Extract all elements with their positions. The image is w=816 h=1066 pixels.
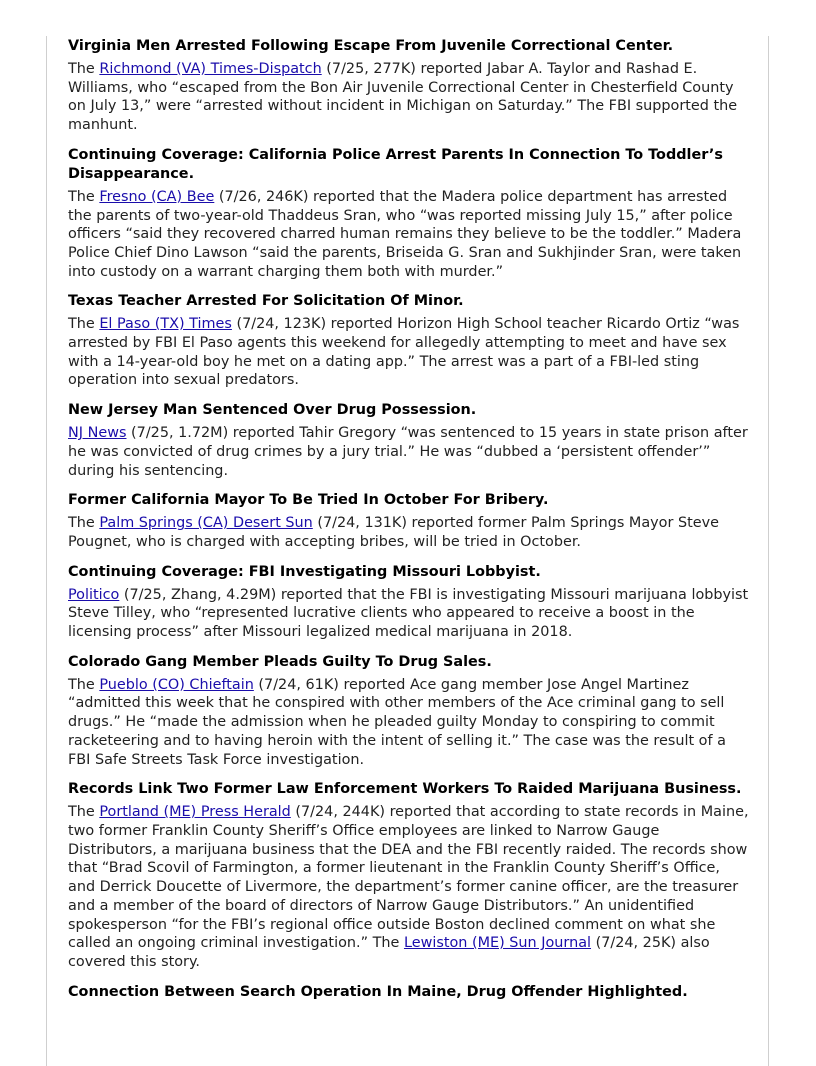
article-headline: Continuing Coverage: California Police Arrest Parents In Connection To Toddler’s Disappearance. (68, 146, 723, 182)
body-text: The (68, 676, 100, 693)
news-content (68, 37, 750, 1013)
body-text: The (68, 804, 100, 821)
article-body (68, 188, 750, 282)
source-link[interactable]: El Paso (TX) Times (99, 316, 232, 333)
body-text: (7/24, 131K) reported former Palm Springs Mayor Steve Pougnet, who is charged with accepting bribes, will be tried in October. (68, 515, 719, 550)
source-link[interactable]: Pueblo (CO) Chieftain (99, 676, 254, 693)
article-body (68, 586, 750, 642)
body-text: The (68, 61, 100, 77)
source-link[interactable]: Lewiston (ME) Sun Journal (403, 935, 592, 952)
article-body (68, 424, 750, 480)
body-text: (7/25, 1.72M) reported Tahir Gregory “was sentenced to 15 years in state prison after he was convicted of drug crimes by a jury trial.” He was “dubbed a ‘persistent offender’” during his sentencing. (68, 425, 748, 479)
body-text: (7/24, 25K) also covered this story. (68, 935, 710, 970)
article-body (68, 676, 750, 770)
article-headline: New Jersey Man Sentenced Over Drug Possession. (68, 402, 477, 419)
article (68, 292, 750, 390)
article-headline: Former California Mayor To Be Tried In October For Bribery. (68, 492, 549, 509)
article-body (68, 514, 750, 551)
article-headline: Records Link Two Former Law Enforcement Workers To Raided Marijuana Business. (68, 781, 742, 798)
source-link[interactable]: Politico (68, 586, 120, 603)
source-link[interactable]: Portland (ME) Press Herald (99, 804, 291, 821)
body-text: The (68, 316, 100, 333)
body-text: The (68, 188, 100, 205)
article-body (68, 60, 750, 135)
article-headline: Texas Teacher Arrested For Solicitation Of Minor. (68, 293, 464, 310)
article (68, 37, 750, 135)
article-body (68, 315, 750, 390)
article-headline: Colorado Gang Member Pleads Guilty To Drug Sales. (68, 653, 492, 670)
body-text: (7/26, 246K) reported that the Madera police department has arrested the parents of two-year-old Thaddeus Sran, who “was reported missing July 15,” after police officers “said they recovered charred human remains they believe to be the toddler.” Madera Police Chief Dino Lawson “said the parents, Briseida G. Sran and Sukhjinder Sran, were taken into custody on a warrant charging them both with murder.” (68, 188, 742, 280)
article (68, 401, 750, 480)
body-text: (7/24, 123K) reported Horizon High School teacher Ricardo Ortiz “was arrested by FBI El Paso agents this weekend for allegedly attempting to meet and have sex with a 14-year-old boy he met on a dating app.” The arrest was a part of a FBI-led sting operation into sexual predators. (68, 316, 740, 389)
article-headline: Continuing Coverage: FBI Investigating Missouri Lobbyist. (68, 563, 541, 580)
article (68, 780, 750, 971)
article (68, 563, 750, 642)
article-headline: Virginia Men Arrested Following Escape From Juvenile Correctional Center. (68, 38, 674, 54)
source-link[interactable]: Palm Springs (CA) Desert Sun (99, 515, 313, 532)
body-text: (7/24, 61K) reported Ace gang member Jose Angel Martinez “admitted this week that he conspired with other members of the Ace criminal gang to sell drugs.” He “made the admission when he pleaded guilty Monday to conspiring to commit racketeering and to having heroin with the intent of selling it.” The case was the result of a FBI Safe Streets Task Force investigation. (68, 676, 726, 768)
body-text: (7/25, Zhang, 4.29M) reported that the FBI is investigating Missouri marijuana lobbyist Steve Tilley, who “represented lucrative clients who appeared to receive a boost in the licensing process” after Missouri legalized medical marijuana in 2018. (68, 586, 749, 641)
source-link[interactable]: Richmond (VA) Times-Dispatch (99, 61, 322, 77)
body-text: (7/24, 244K) reported that according to state records in Maine, two former Franklin County Sheriff’s Office employees are linked to Narrow Gauge Distributors, a marijuana business that the DEA and the FBI recently raided. The records show that “Brad Scovil of Farmington, a former lieutenant in the Franklin County Sheriff’s Office, and Derrick Doucette of Livermore, the department’s former canine officer, are the treasurer and a member of the board of directors of Narrow Gauge Distributors.” An unidentified spokesperson “for the FBI’s regional office outside Boston declined comment on what she called an ongoing criminal investigation.” The (68, 804, 749, 952)
article (68, 146, 750, 282)
article-body (68, 803, 750, 971)
source-link[interactable]: NJ News (68, 425, 127, 442)
article (68, 491, 750, 551)
article-headline: Connection Between Search Operation In Maine, Drug Offender Highlighted. (68, 983, 688, 1000)
article (68, 653, 750, 770)
body-text: The (68, 515, 100, 532)
source-link[interactable]: Fresno (CA) Bee (99, 188, 215, 205)
body-text: (7/25, 277K) reported Jabar A. Taylor and Rashad E. Williams, who “escaped from the Bon Air Juvenile Correctional Center in Chesterfield County on July 13,” were “arrested without incident in Michigan on Saturday.” The FBI supported the manhunt. (68, 61, 738, 134)
article (68, 983, 750, 1002)
